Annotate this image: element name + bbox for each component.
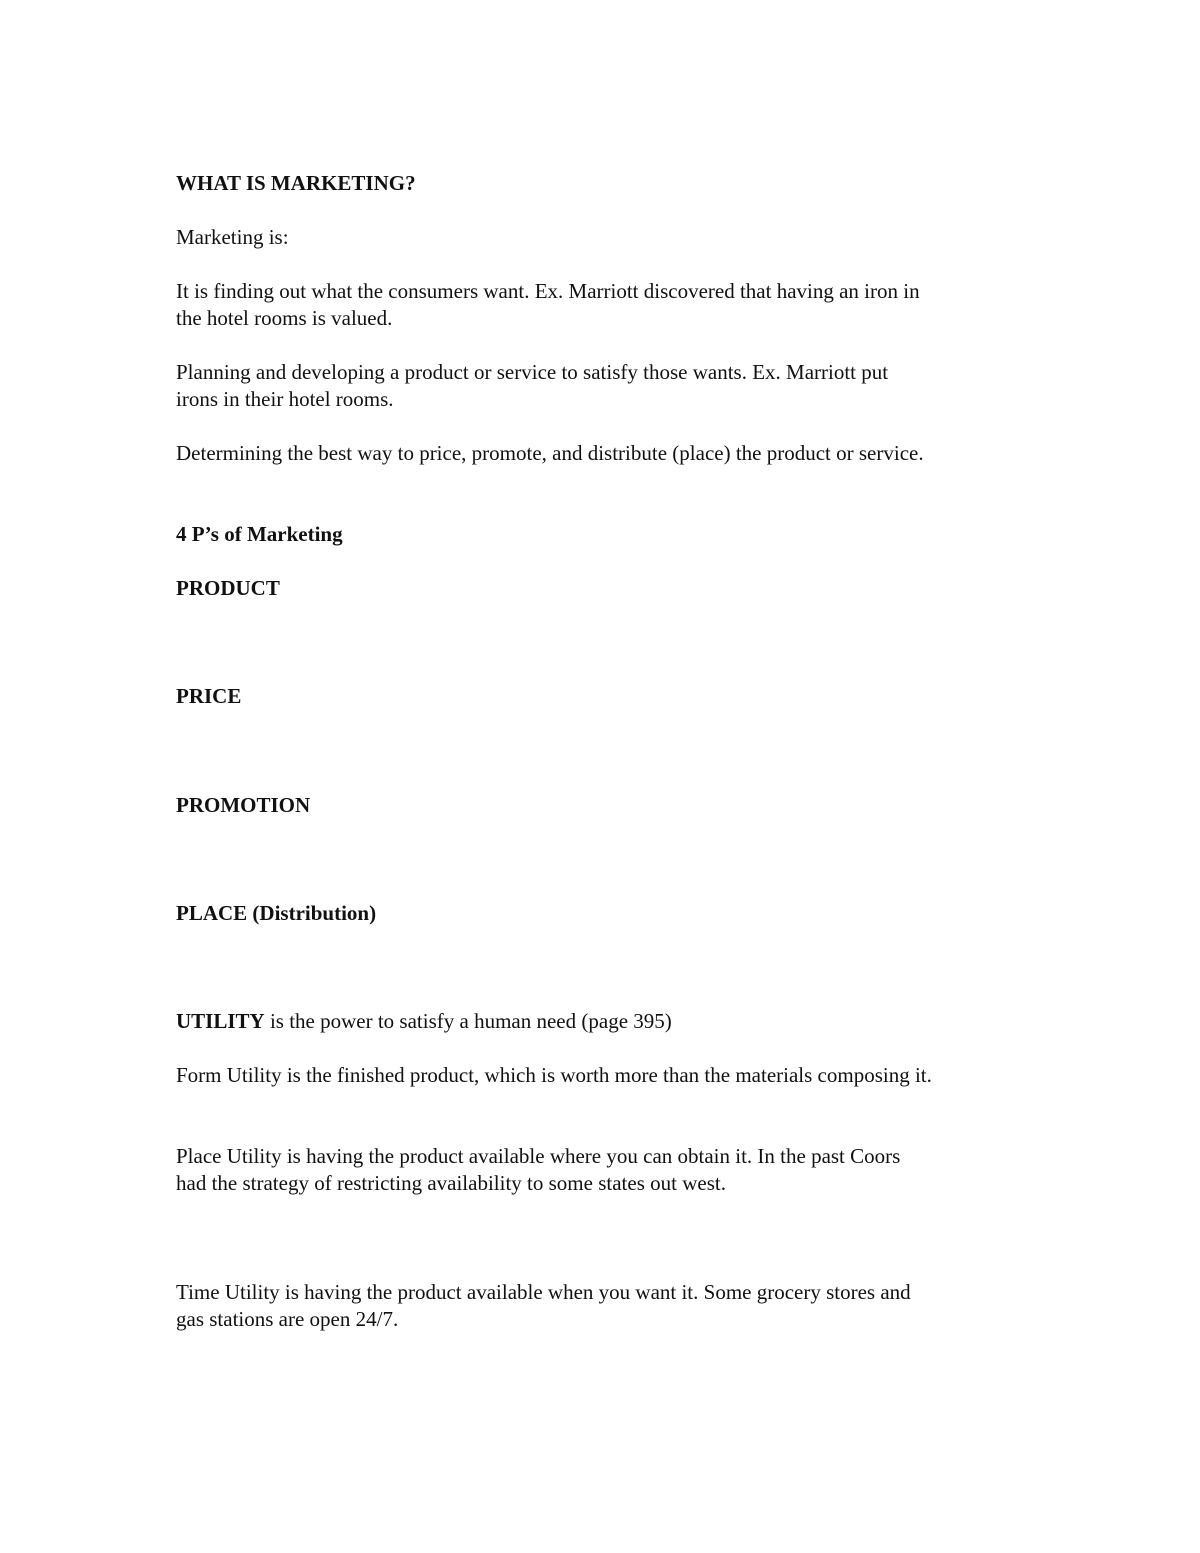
- paragraph-planning-line-1: Planning and developing a product or service to satisfy those wants. Ex. Marriott put: [176, 360, 889, 384]
- four-ps-heading: 4 P’s of Marketing: [176, 522, 343, 546]
- time-utility-line-1: Time Utility is having the product available when you want it. Some grocery stores and: [176, 1280, 911, 1304]
- place-utility-line-1: Place Utility is having the product available where you can obtain it. In the past Coors: [176, 1144, 901, 1168]
- paragraph-planning-line-2: irons in their hotel rooms.: [176, 387, 394, 411]
- utility-term: UTILITY: [176, 1009, 265, 1033]
- utility-definition: [176, 1008, 672, 1035]
- paragraph-determining: Determining the best way to price, promote, and distribute (place) the product or service.: [176, 441, 924, 465]
- form-utility-paragraph: Form Utility is the finished product, which is worth more than the materials composing it.: [176, 1063, 932, 1087]
- paragraph-consumers-line-2: the hotel rooms is valued.: [176, 306, 393, 330]
- place-utility-line-2: had the strategy of restricting availability to some states out west.: [176, 1171, 726, 1195]
- time-utility-line-2: gas stations are open 24/7.: [176, 1307, 399, 1331]
- marketing-is-label: Marketing is:: [176, 225, 289, 249]
- paragraph-consumers-line-1: It is finding out what the consumers want. Ex. Marriott discovered that having an iron in: [176, 279, 920, 303]
- product-heading: PRODUCT: [176, 576, 280, 600]
- page-title: WHAT IS MARKETING?: [176, 171, 416, 195]
- price-heading: PRICE: [176, 684, 242, 708]
- place-heading: PLACE (Distribution): [176, 901, 377, 925]
- utility-definition-text: is the power to satisfy a human need (page 395): [264, 1009, 672, 1033]
- promotion-heading: PROMOTION: [176, 793, 311, 817]
